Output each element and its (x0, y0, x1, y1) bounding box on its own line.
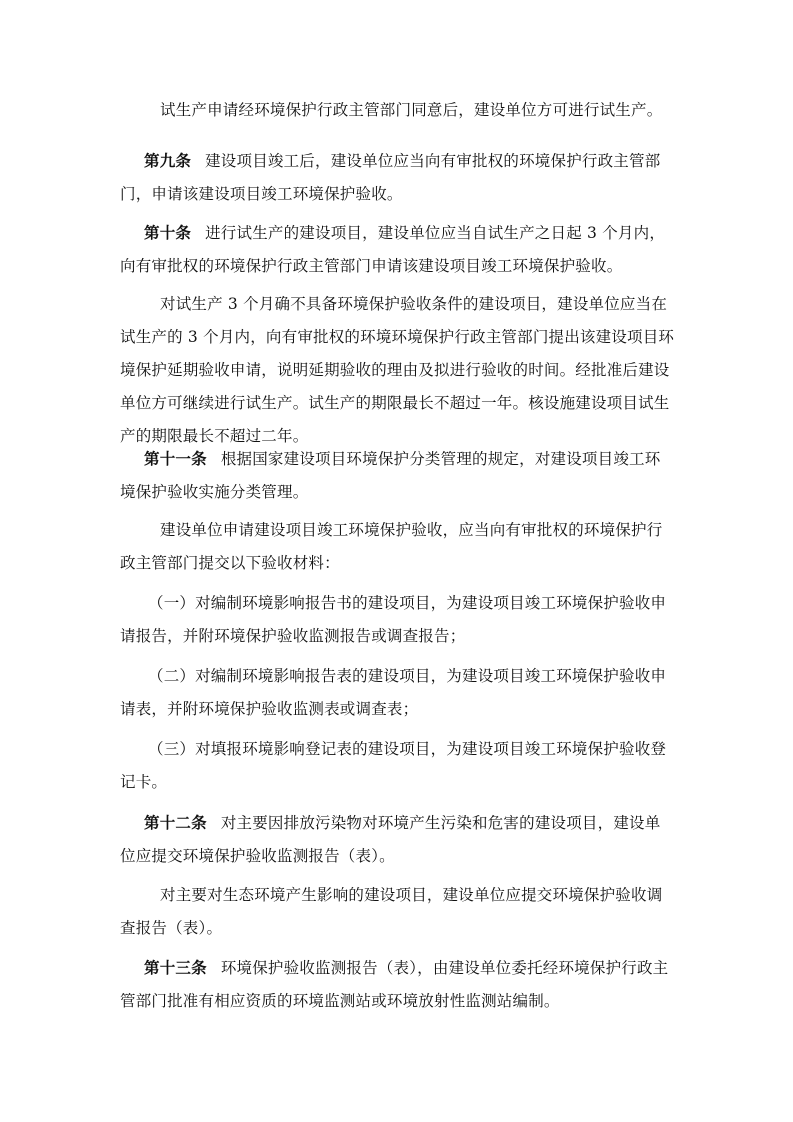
article-13 (120, 951, 676, 1018)
paragraph-text: 建设单位申请建设项目竣工环境保护验收，应当向有审批权的环境保护行政主管部门提交以下验收材料： (120, 521, 663, 572)
paragraph-text: 对试生产 3 个月确不具备环境保护验收条件的建设项目，建设单位应当在试生产的 3 个月内，向有审批权的环境环境保护行政主管部门提出该建设项目环境保护延期验收申请，说明延期验收的理由及拟进行验收的时间。经批准后建设单位方可继续进行试生产。试生产的期限最长不超过一年。核设施建设项目试生产的期限最长不超过二年。 (120, 295, 675, 445)
article-heading: 第十二条 (144, 813, 207, 832)
list-item-3 (120, 733, 676, 799)
article-heading: 第九条 (144, 151, 192, 170)
paragraph-text: 对主要对生态环境产生影响的建设项目，建设单位应提交环境保护验收调查报告（表）。 (120, 886, 663, 937)
list-item-2 (120, 660, 676, 726)
article-text: 环境保护验收监测报告（表），由建设单位委托经环境保护行政主管部门批准有相应资质的环境监测站或环境放射性监测站编制。 (120, 959, 669, 1010)
paragraph-trial-production-approval (120, 94, 676, 127)
list-item-text: （三）对填报环境影响登记表的建设项目，为建设项目竣工环境保护验收登记卡。 (120, 740, 667, 791)
article-heading: 第十三条 (144, 958, 207, 977)
article-text: 对主要因排放污染物对环境产生污染和危害的建设项目，建设单位应提交环境保护验收监测报告（表）。 (120, 814, 661, 865)
paragraph-submission-materials (120, 514, 676, 580)
article-11 (120, 442, 676, 509)
article-text: 建设项目竣工后，建设单位应当向有审批权的环境保护行政主管部门，申请该建设项目竣工环境保护验收。 (120, 152, 661, 203)
paragraph-extension-application (120, 288, 676, 453)
list-item-1 (120, 587, 676, 653)
article-10 (120, 216, 676, 283)
article-heading: 第十条 (144, 223, 192, 242)
list-item-text: （二）对编制环境影响报告表的建设项目，为建设项目竣工环境保护验收申请表，并附环境保护验收监测表或调查表； (120, 667, 667, 718)
article-text: 进行试生产的建设项目，建设单位应当自试生产之日起 3 个月内，向有审批权的环境保护行政主管部门申请该建设项目竣工环境保护验收。 (120, 224, 666, 275)
paragraph-ecological-report (120, 879, 676, 945)
article-9 (120, 144, 676, 211)
article-12 (120, 806, 676, 873)
article-text: 根据国家建设项目环境保护分类管理的规定，对建设项目竣工环境保护验收实施分类管理。 (120, 450, 661, 501)
article-heading: 第十一条 (144, 449, 207, 468)
list-item-text: （一）对编制环境影响报告书的建设项目，为建设项目竣工环境保护验收申请报告，并附环境保护验收监测报告或调查报告； (120, 594, 667, 645)
paragraph-text: 试生产申请经环境保护行政主管部门同意后，建设单位方可进行试生产。 (160, 101, 663, 119)
